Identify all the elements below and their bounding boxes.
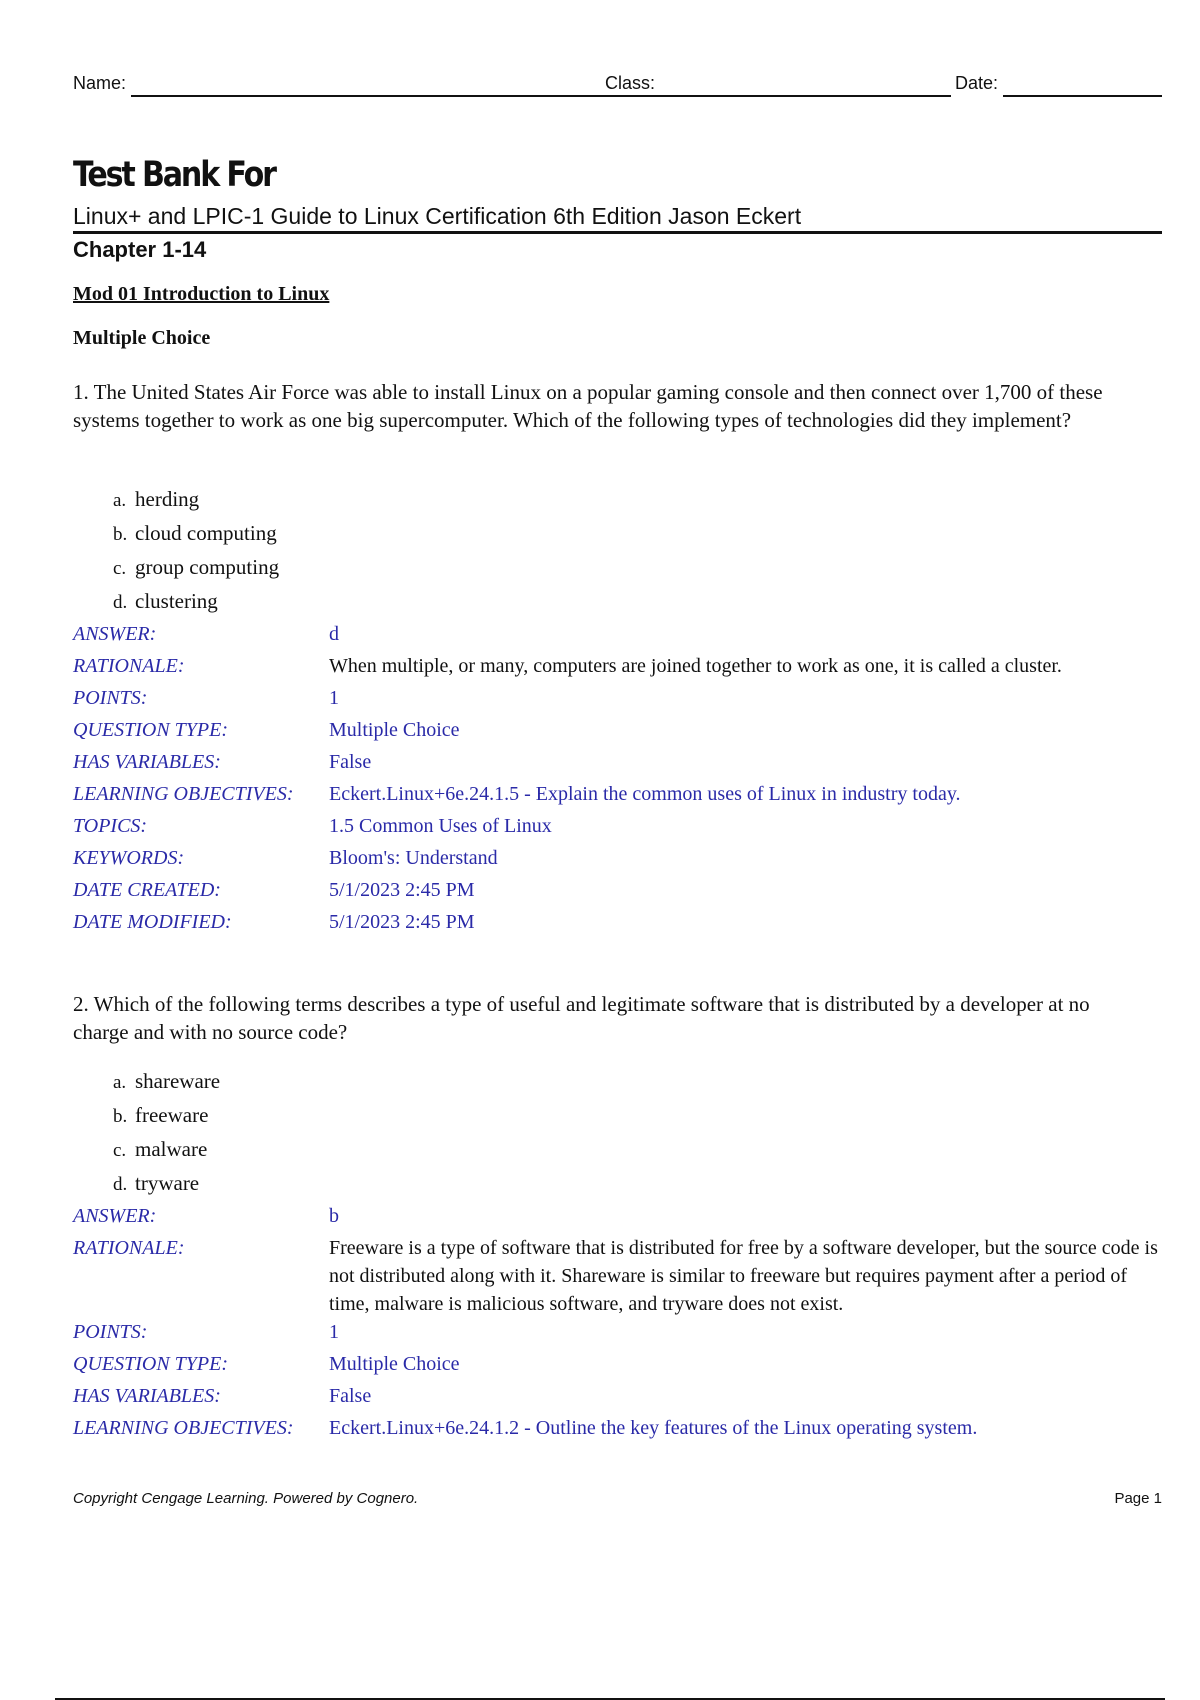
option-c: c. group computing	[113, 555, 280, 579]
student-info-header	[73, 73, 1162, 97]
test-bank-title: Test Bank For	[73, 155, 275, 195]
section-heading: Multiple Choice	[73, 327, 211, 349]
learning-objectives-row: LEARNING OBJECTIVES: Eckert.Linux+6e.24.1.2 - Outline the key features of the Linux operating system.	[73, 1417, 978, 1439]
has-variables-row: HAS VARIABLES: False	[73, 751, 372, 773]
chapter-heading: Chapter 1-14	[73, 237, 207, 262]
option-d: d. clustering	[113, 589, 218, 613]
points-row: POINTS: 1	[73, 687, 339, 709]
question-1-options	[113, 482, 279, 618]
option-a: a. shareware	[113, 1069, 221, 1093]
keywords-row: KEYWORDS: Bloom's: Understand	[73, 847, 498, 869]
option-b: b. freeware	[113, 1103, 209, 1127]
answer-row: ANSWER: b	[73, 1205, 339, 1227]
name-label: Name:	[73, 73, 127, 93]
class-label: Class:	[605, 73, 656, 93]
has-variables-row: HAS VARIABLES: False	[73, 1385, 372, 1407]
question-type-row: QUESTION TYPE: Multiple Choice	[73, 719, 460, 741]
question-2-options	[113, 1064, 220, 1200]
option-c: c. malware	[113, 1137, 208, 1161]
answer-row: ANSWER: d	[73, 623, 339, 645]
question-2-metadata	[73, 1202, 1162, 1446]
date-line	[1003, 95, 1162, 97]
points-row: POINTS: 1	[73, 1321, 339, 1343]
name-line	[131, 95, 671, 97]
option-d: d. tryware	[113, 1171, 200, 1195]
date-label: Date:	[955, 73, 999, 93]
copyright-text: Copyright Cengage Learning. Powered by Cognero.	[73, 1490, 419, 1507]
date-modified-row: DATE MODIFIED: 5/1/2023 2:45 PM	[73, 911, 475, 933]
option-b: b. cloud computing	[113, 521, 277, 545]
question-1-text: 1. The United States Air Force was able to install Linux on a popular gaming console and then connect over 1,700 of these systems together to work as one big supercomputer. Which of the following types of technologies did they implement?	[73, 380, 1103, 432]
page-number: Page 1	[1114, 1490, 1162, 1507]
rationale-row: RATIONALE: When multiple, or many, computers are joined together to work as one, it is called a cluster.	[73, 655, 1062, 677]
topics-row: TOPICS: 1.5 Common Uses of Linux	[73, 815, 552, 837]
rationale-row: RATIONALE: Freeware is a type of software that is distributed for free by a software developer, but the source code is not distributed along with it. Shareware is similar to freeware but requires payment after a period of time, malware is malicious software, and tryware does not exist.	[73, 1237, 1158, 1315]
book-subtitle: Linux+ and LPIC-1 Guide to Linux Certification 6th Edition Jason Eckert	[73, 203, 802, 229]
class-line	[661, 95, 951, 97]
module-heading: Mod 01 Introduction to Linux	[73, 283, 330, 305]
date-created-row: DATE CREATED: 5/1/2023 2:45 PM	[73, 879, 475, 901]
learning-objectives-row: LEARNING OBJECTIVES: Eckert.Linux+6e.24.1.5 - Explain the common uses of Linux in industry today.	[73, 783, 961, 805]
option-a: a. herding	[113, 487, 200, 511]
question-type-row: QUESTION TYPE: Multiple Choice	[73, 1353, 460, 1375]
title-divider	[73, 231, 1162, 234]
question-1-metadata	[73, 620, 1162, 940]
question-2-text: 2. Which of the following terms describes a type of useful and legitimate software that is distributed by a developer at no charge and with no source code?	[73, 992, 1090, 1044]
